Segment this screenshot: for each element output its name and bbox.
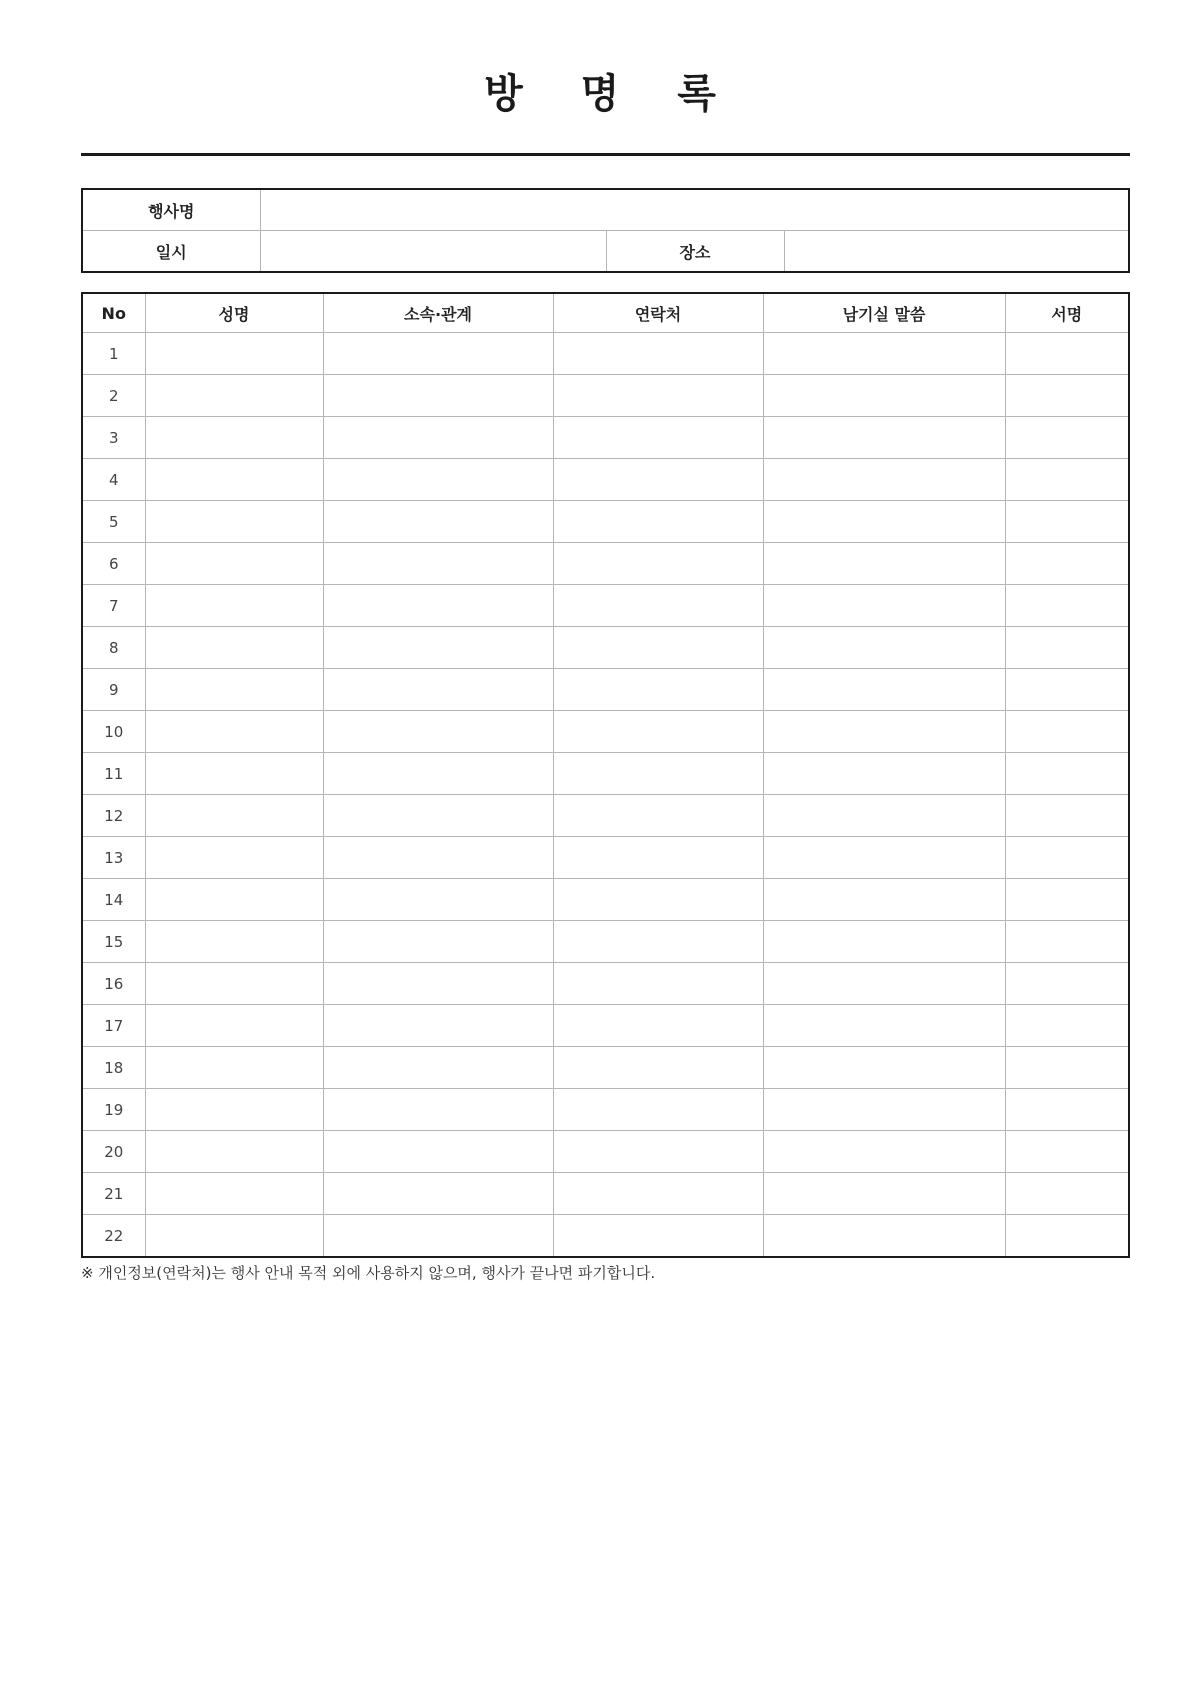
signature-cell[interactable]	[1005, 1215, 1129, 1258]
event-name-row	[82, 189, 1129, 231]
row-number: 19	[82, 1089, 145, 1131]
title-divider	[81, 153, 1130, 156]
affiliation-cell[interactable]	[323, 879, 553, 921]
contact-cell[interactable]	[553, 753, 763, 795]
header-signature: 서명	[1005, 293, 1129, 333]
message-cell[interactable]	[763, 1047, 1005, 1089]
affiliation-cell[interactable]	[323, 921, 553, 963]
affiliation-cell[interactable]	[323, 669, 553, 711]
header-message: 남기실 말씀	[763, 293, 1005, 333]
signature-cell[interactable]	[1005, 417, 1129, 459]
affiliation-cell[interactable]	[323, 627, 553, 669]
row-number: 6	[82, 543, 145, 585]
row-number: 12	[82, 795, 145, 837]
table-row	[82, 711, 1129, 753]
table-row	[82, 795, 1129, 837]
row-number: 5	[82, 501, 145, 543]
table-row	[82, 333, 1129, 375]
message-cell[interactable]	[763, 921, 1005, 963]
signature-cell[interactable]	[1005, 711, 1129, 753]
contact-cell[interactable]	[553, 417, 763, 459]
contact-cell[interactable]	[553, 837, 763, 879]
name-cell[interactable]	[145, 921, 323, 963]
contact-cell[interactable]	[553, 795, 763, 837]
row-number: 4	[82, 459, 145, 501]
contact-cell[interactable]	[553, 585, 763, 627]
signature-cell[interactable]	[1005, 1089, 1129, 1131]
datetime-place-row	[82, 231, 1129, 273]
name-cell[interactable]	[145, 1173, 323, 1215]
event-name-label: 행사명	[82, 189, 260, 231]
name-cell[interactable]	[145, 1215, 323, 1258]
place-label: 장소	[606, 231, 784, 273]
signature-cell[interactable]	[1005, 753, 1129, 795]
table-row	[82, 459, 1129, 501]
message-cell[interactable]	[763, 1131, 1005, 1173]
header-name: 성명	[145, 293, 323, 333]
datetime-label: 일시	[82, 231, 260, 273]
row-number: 8	[82, 627, 145, 669]
row-number: 7	[82, 585, 145, 627]
table-row	[82, 585, 1129, 627]
contact-cell[interactable]	[553, 501, 763, 543]
row-number: 15	[82, 921, 145, 963]
header-affiliation: 소속·관계	[323, 293, 553, 333]
name-cell[interactable]	[145, 1005, 323, 1047]
affiliation-cell[interactable]	[323, 543, 553, 585]
row-number: 22	[82, 1215, 145, 1258]
row-number: 20	[82, 1131, 145, 1173]
affiliation-cell[interactable]	[323, 417, 553, 459]
signature-cell[interactable]	[1005, 1173, 1129, 1215]
affiliation-cell[interactable]	[323, 1047, 553, 1089]
affiliation-cell[interactable]	[323, 1215, 553, 1258]
message-cell[interactable]	[763, 585, 1005, 627]
message-cell[interactable]	[763, 1005, 1005, 1047]
table-row	[82, 501, 1129, 543]
affiliation-cell[interactable]	[323, 1131, 553, 1173]
affiliation-cell[interactable]	[323, 375, 553, 417]
affiliation-cell[interactable]	[323, 333, 553, 375]
contact-cell[interactable]	[553, 1131, 763, 1173]
contact-cell[interactable]	[553, 459, 763, 501]
message-cell[interactable]	[763, 669, 1005, 711]
message-cell[interactable]	[763, 753, 1005, 795]
affiliation-cell[interactable]	[323, 459, 553, 501]
signature-cell[interactable]	[1005, 1131, 1129, 1173]
message-cell[interactable]	[763, 417, 1005, 459]
event-name-field[interactable]	[260, 189, 1129, 231]
table-row	[82, 543, 1129, 585]
table-row	[82, 669, 1129, 711]
row-number: 1	[82, 333, 145, 375]
affiliation-cell[interactable]	[323, 711, 553, 753]
affiliation-cell[interactable]	[323, 1173, 553, 1215]
name-cell[interactable]	[145, 879, 323, 921]
contact-cell[interactable]	[553, 1089, 763, 1131]
row-number: 9	[82, 669, 145, 711]
name-cell[interactable]	[145, 1047, 323, 1089]
place-field[interactable]	[784, 231, 1129, 273]
table-row	[82, 1089, 1129, 1131]
row-number: 18	[82, 1047, 145, 1089]
table-row	[82, 1131, 1129, 1173]
table-row	[82, 1047, 1129, 1089]
contact-cell[interactable]	[553, 375, 763, 417]
message-cell[interactable]	[763, 795, 1005, 837]
signature-cell[interactable]	[1005, 375, 1129, 417]
signature-cell[interactable]	[1005, 543, 1129, 585]
table-row	[82, 627, 1129, 669]
message-cell[interactable]	[763, 1215, 1005, 1258]
signature-cell[interactable]	[1005, 333, 1129, 375]
message-cell[interactable]	[763, 627, 1005, 669]
name-cell[interactable]	[145, 627, 323, 669]
contact-cell[interactable]	[553, 669, 763, 711]
name-cell[interactable]	[145, 963, 323, 1005]
message-cell[interactable]	[763, 1173, 1005, 1215]
table-row	[82, 1215, 1129, 1258]
privacy-footnote: ※ 개인정보(연락처)는 행사 안내 목적 외에 사용하지 않으며, 행사가 끝나면 파기합니다.	[81, 1264, 656, 1282]
contact-cell[interactable]	[553, 1005, 763, 1047]
name-cell[interactable]	[145, 585, 323, 627]
name-cell[interactable]	[145, 333, 323, 375]
message-cell[interactable]	[763, 963, 1005, 1005]
table-row	[82, 1005, 1129, 1047]
contact-cell[interactable]	[553, 543, 763, 585]
message-cell[interactable]	[763, 543, 1005, 585]
row-number: 11	[82, 753, 145, 795]
contact-cell[interactable]	[553, 879, 763, 921]
name-cell[interactable]	[145, 669, 323, 711]
row-number: 16	[82, 963, 145, 1005]
table-row	[82, 753, 1129, 795]
row-number: 10	[82, 711, 145, 753]
name-cell[interactable]	[145, 711, 323, 753]
signature-cell[interactable]	[1005, 879, 1129, 921]
row-number: 2	[82, 375, 145, 417]
name-cell[interactable]	[145, 459, 323, 501]
name-cell[interactable]	[145, 1131, 323, 1173]
name-cell[interactable]	[145, 837, 323, 879]
contact-cell[interactable]	[553, 627, 763, 669]
message-cell[interactable]	[763, 879, 1005, 921]
message-cell[interactable]	[763, 333, 1005, 375]
datetime-field[interactable]	[260, 231, 606, 273]
event-info-table	[81, 188, 1130, 273]
signature-cell[interactable]	[1005, 627, 1129, 669]
signature-cell[interactable]	[1005, 837, 1129, 879]
affiliation-cell[interactable]	[323, 795, 553, 837]
signature-cell[interactable]	[1005, 1005, 1129, 1047]
contact-cell[interactable]	[553, 333, 763, 375]
contact-cell[interactable]	[553, 1215, 763, 1258]
contact-cell[interactable]	[553, 1047, 763, 1089]
row-number: 21	[82, 1173, 145, 1215]
signature-cell[interactable]	[1005, 795, 1129, 837]
contact-cell[interactable]	[553, 921, 763, 963]
header-no: No	[82, 293, 145, 333]
page-title: 방 명 록	[484, 71, 738, 117]
guestbook-header-row	[82, 293, 1129, 333]
message-cell[interactable]	[763, 375, 1005, 417]
message-cell[interactable]	[763, 459, 1005, 501]
contact-cell[interactable]	[553, 963, 763, 1005]
signature-cell[interactable]	[1005, 669, 1129, 711]
row-number: 14	[82, 879, 145, 921]
contact-cell[interactable]	[553, 711, 763, 753]
table-row	[82, 375, 1129, 417]
row-number: 17	[82, 1005, 145, 1047]
name-cell[interactable]	[145, 501, 323, 543]
affiliation-cell[interactable]	[323, 501, 553, 543]
signature-cell[interactable]	[1005, 501, 1129, 543]
message-cell[interactable]	[763, 711, 1005, 753]
table-row	[82, 837, 1129, 879]
name-cell[interactable]	[145, 1089, 323, 1131]
table-row	[82, 963, 1129, 1005]
table-row	[82, 879, 1129, 921]
header-contact: 연락처	[553, 293, 763, 333]
signature-cell[interactable]	[1005, 963, 1129, 1005]
name-cell[interactable]	[145, 375, 323, 417]
affiliation-cell[interactable]	[323, 837, 553, 879]
table-row	[82, 921, 1129, 963]
signature-cell[interactable]	[1005, 585, 1129, 627]
signature-cell[interactable]	[1005, 921, 1129, 963]
guestbook-table	[81, 292, 1130, 1258]
name-cell[interactable]	[145, 795, 323, 837]
row-number: 13	[82, 837, 145, 879]
message-cell[interactable]	[763, 837, 1005, 879]
signature-cell[interactable]	[1005, 459, 1129, 501]
table-row	[82, 1173, 1129, 1215]
name-cell[interactable]	[145, 417, 323, 459]
affiliation-cell[interactable]	[323, 963, 553, 1005]
contact-cell[interactable]	[553, 1173, 763, 1215]
message-cell[interactable]	[763, 501, 1005, 543]
signature-cell[interactable]	[1005, 1047, 1129, 1089]
message-cell[interactable]	[763, 1089, 1005, 1131]
affiliation-cell[interactable]	[323, 1089, 553, 1131]
affiliation-cell[interactable]	[323, 1005, 553, 1047]
name-cell[interactable]	[145, 543, 323, 585]
affiliation-cell[interactable]	[323, 585, 553, 627]
name-cell[interactable]	[145, 753, 323, 795]
affiliation-cell[interactable]	[323, 753, 553, 795]
row-number: 3	[82, 417, 145, 459]
table-row	[82, 417, 1129, 459]
